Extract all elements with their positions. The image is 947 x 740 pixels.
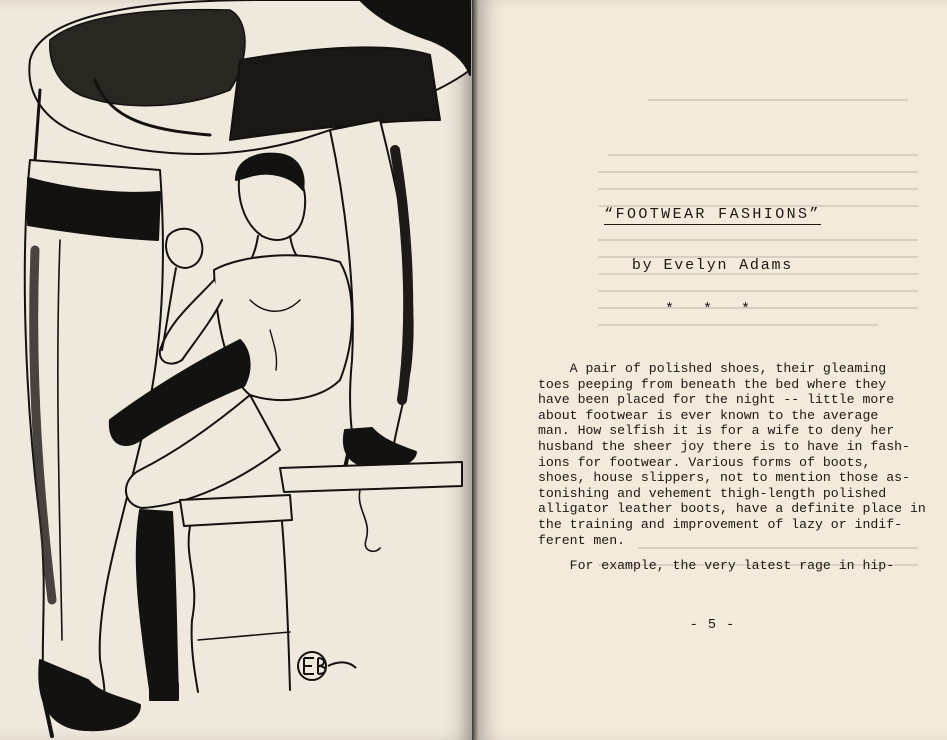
man-boot — [137, 510, 178, 692]
stocking-band — [230, 47, 440, 140]
text-line: A pair of polished shoes, their gleaming — [538, 361, 887, 376]
artist-signature — [298, 652, 356, 680]
text-line: the training and improvement of lazy or indif- — [538, 516, 903, 532]
bench-top — [280, 462, 462, 492]
paragraph-1 — [538, 361, 938, 548]
author-name: Evelyn Adams — [663, 257, 794, 274]
right-page — [478, 0, 947, 740]
stool-seat — [180, 495, 292, 526]
text-line: alligator leather boots, have a definite place in — [538, 501, 926, 517]
article-title-text: “FOOTWEAR FASHIONS” — [604, 206, 821, 223]
stool-leg — [282, 522, 290, 690]
stool-rail — [198, 632, 290, 640]
text-line: tonishing and vehement thigh-length polished — [538, 485, 887, 501]
man-fist — [166, 229, 202, 268]
lace-panties — [50, 10, 245, 106]
text-line: toes peeping from beneath the bed where they — [538, 376, 887, 392]
byline — [478, 257, 947, 274]
text-line: man. How selfish it is for a wife to deny her — [538, 423, 895, 439]
page-number: - 5 - — [689, 618, 736, 633]
article-title — [478, 206, 947, 223]
text-line: shoes, house slippers, not to mention those as- — [538, 470, 910, 486]
stool-leg — [189, 526, 198, 692]
text-line: husband the sheer joy there is to have in fash- — [538, 438, 910, 454]
man-raised-arm — [160, 280, 222, 364]
byline-prefix: by — [631, 257, 654, 274]
paragraph-2: For example, the very latest rage in hip- — [538, 558, 895, 573]
text-line: ferent men. — [538, 532, 626, 548]
bench-leg — [359, 490, 380, 551]
text-line: ions for footwear. Various forms of boots, — [538, 454, 871, 470]
text-line: about footwear is ever known to the average — [538, 407, 879, 423]
text-line: have been placed for the night -- little more — [538, 392, 895, 408]
section-separator: * * * — [664, 301, 760, 318]
